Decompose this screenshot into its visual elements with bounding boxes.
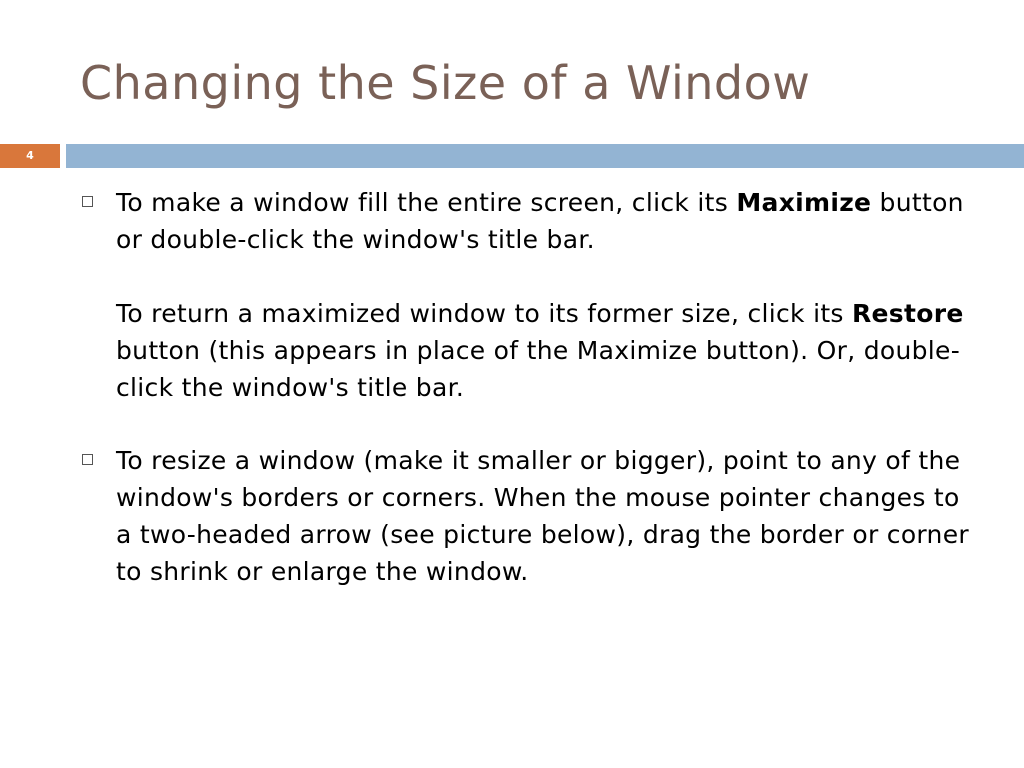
accent-bar (66, 144, 1024, 168)
restore-term: Restore (852, 299, 964, 328)
bullet-item-maximize (80, 184, 980, 406)
text-run: To return a maximized window to its former size, click its (116, 299, 852, 328)
text-run: button (this appears in place of the Maximize button). Or, double-click the window's title bar. (116, 336, 961, 402)
resize-paragraph (116, 442, 980, 590)
text-run: To make a window fill the entire screen, click its (116, 188, 737, 217)
text-run: button or double-click the window's title bar. (116, 188, 964, 254)
square-bullet-icon (82, 454, 93, 465)
slide-number-badge: 4 (0, 144, 60, 168)
maximize-term: Maximize (736, 188, 872, 217)
slide-title: Changing the Size of a Window (80, 56, 811, 110)
restore-paragraph (116, 295, 980, 406)
bullet-list (80, 184, 980, 626)
bullet-item-resize (80, 442, 980, 590)
square-bullet-icon (82, 196, 93, 207)
maximize-paragraph (116, 184, 980, 258)
text-run: To resize a window (make it smaller or bigger), point to any of the window's borders or corners. When the mouse pointer changes to a two-headed arrow (see picture below), drag the border or corner to shrink or enlarge the window. (116, 446, 969, 586)
